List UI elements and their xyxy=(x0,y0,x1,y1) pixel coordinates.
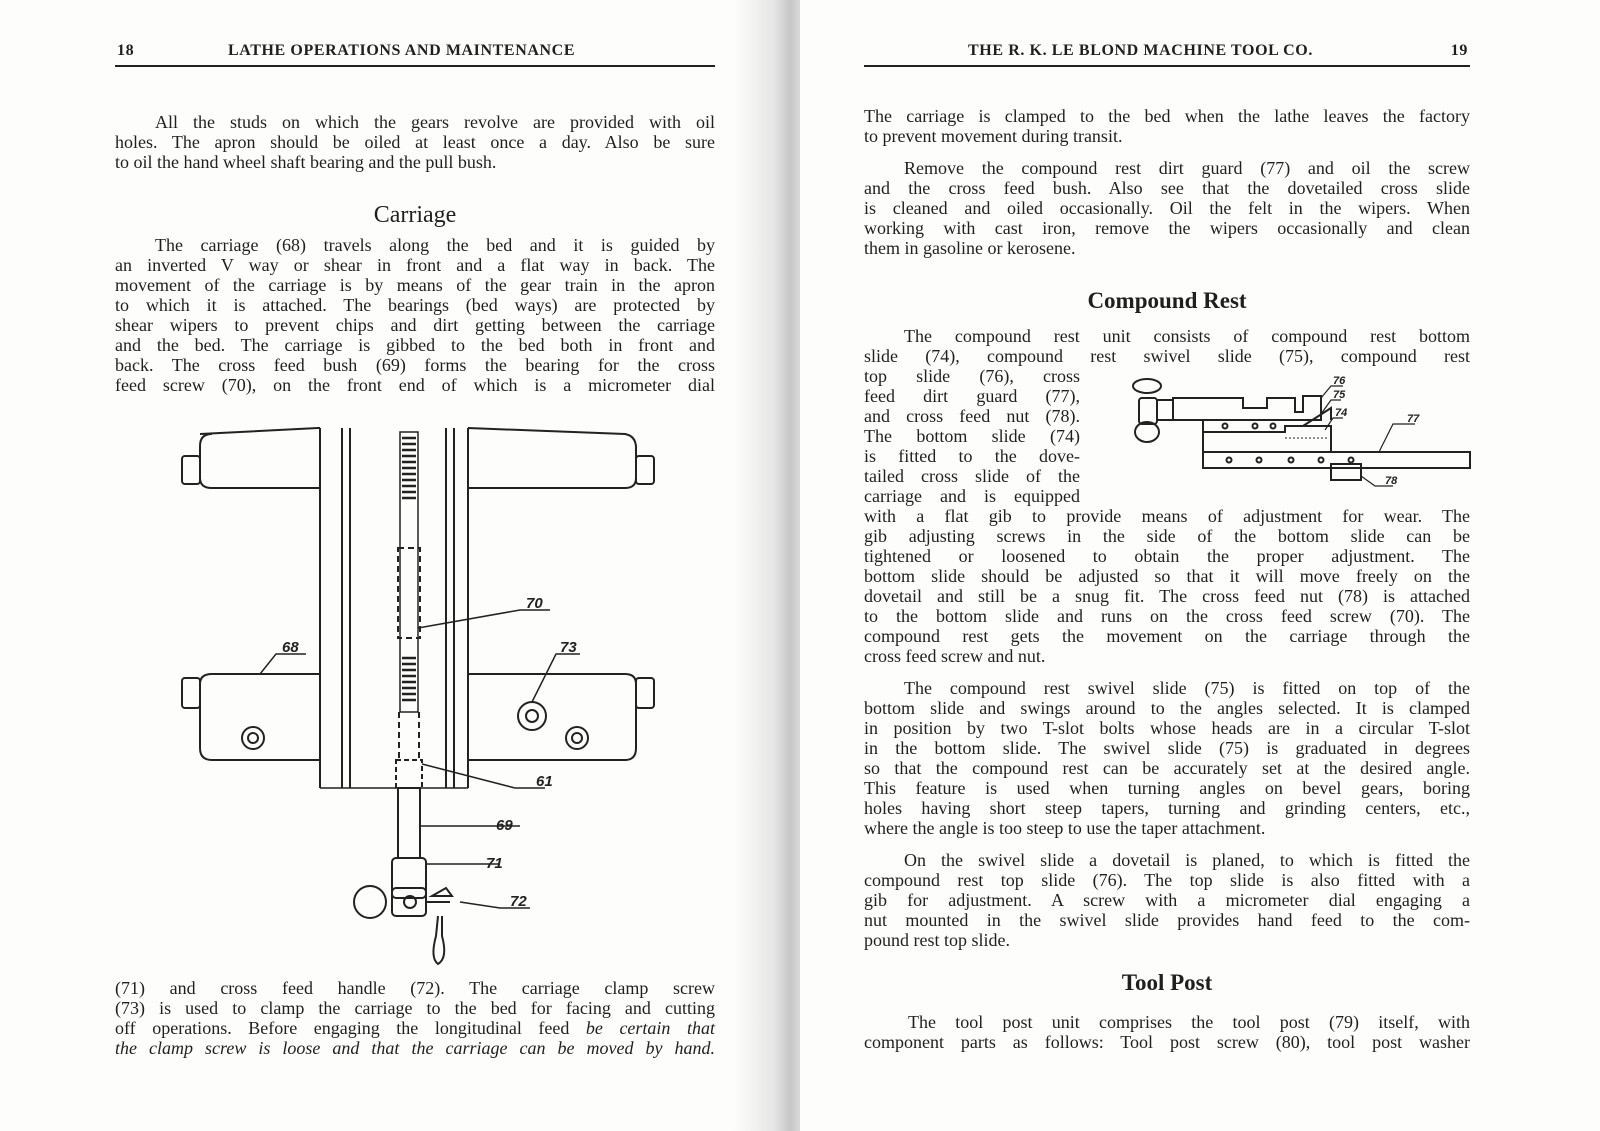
paragraph-swivel-slide xyxy=(864,678,1470,838)
text-line: feed screw (70), on the front end of which is a micrometer dial xyxy=(115,375,715,395)
label-75: 75 xyxy=(1333,389,1346,401)
text-line: compound rest gets the movement on the carriage through the xyxy=(864,626,1470,646)
paragraph-compound-unit-narrow xyxy=(864,366,1080,506)
paragraph-tool-post xyxy=(864,1012,1470,1052)
label-61: 61 xyxy=(536,773,553,790)
right-running-header xyxy=(864,40,1470,67)
label-73: 73 xyxy=(560,639,577,656)
text-line: and the bed. The carriage is gibbed to the bed both in front and xyxy=(115,335,715,355)
text-line: in position by two T-slot bolts whose heads are in a circular T-slot xyxy=(864,718,1470,738)
text-line: and the cross feed bush. Also see that the dovetailed cross slide xyxy=(864,178,1470,198)
text-line: back. The cross feed bush (69) forms the bearing for the cross xyxy=(115,355,715,375)
text-line: holes. The apron should be oiled at least once a day. Also be sure xyxy=(115,132,715,152)
right-page xyxy=(800,0,1600,1131)
text-line: Remove the compound rest dirt guard (77) and oil the screw xyxy=(904,158,1470,178)
text-line: component parts as follows: Tool post screw (80), tool post washer xyxy=(864,1032,1470,1052)
page-number-left: 18 xyxy=(117,42,135,59)
label-77: 77 xyxy=(1407,413,1420,425)
heading-tool-post: Tool Post xyxy=(1121,970,1213,995)
text-line: dovetail and still be a snug fit. The cross feed nut (78) is attached xyxy=(864,586,1470,606)
paragraph-dirt-guard xyxy=(864,158,1470,258)
label-68: 68 xyxy=(282,639,299,656)
left-page xyxy=(0,0,780,1131)
label-78: 78 xyxy=(1385,475,1398,487)
text-line: The tool post unit comprises the tool post (79) itself, with xyxy=(908,1012,1470,1032)
text-line: (71) and cross feed handle (72). The carriage clamp screw xyxy=(115,978,715,998)
text-line: working with cast iron, remove the wipers occasionally and clean xyxy=(864,218,1470,238)
paragraph-clamped-transit xyxy=(864,106,1470,146)
text-line: top slide (76), cross xyxy=(864,366,1080,386)
carriage-figure xyxy=(170,418,670,978)
text-line: nut mounted in the swivel slide provides hand feed to the com- xyxy=(864,910,1470,930)
text-line: them in gasoline or kerosene. xyxy=(864,238,1076,258)
text-line: carriage and is equipped xyxy=(864,486,1080,506)
text-line: gib for adjustment. A screw with a micrometer dial engaging a xyxy=(864,890,1470,910)
paragraph-clamp-screw xyxy=(115,978,715,1058)
text-line: with a flat gib to provide means of adjustment for wear. The xyxy=(864,506,1470,526)
compound-rest-figure xyxy=(1125,368,1475,498)
heading-compound-rest: Compound Rest xyxy=(1087,288,1247,313)
text-line: to which it is attached. The bearings (bed ways) are protected by xyxy=(115,295,715,315)
label-71: 71 xyxy=(486,855,503,872)
paragraph-top-slide xyxy=(864,850,1470,950)
label-72: 72 xyxy=(510,893,527,910)
label-74: 74 xyxy=(1335,407,1348,419)
label-76: 76 xyxy=(1333,375,1346,387)
text-line: The compound rest swivel slide (75) is fitted on top of the xyxy=(904,678,1470,698)
text-line: This feature is used when turning angles on bevel gears, boring xyxy=(864,778,1470,798)
text-line: On the swivel slide a dovetail is planed, to which is fitted the xyxy=(904,850,1470,870)
text-line: holes having short steep tapers, turning and grinding centers, etc., xyxy=(864,798,1470,818)
running-head-left: LATHE OPERATIONS AND MAINTENANCE xyxy=(228,42,576,59)
text-line: cross feed screw and nut. xyxy=(864,646,1046,666)
left-running-header xyxy=(115,40,715,67)
text-fragment: off operations. Before engaging the longitudinal feed xyxy=(115,1018,586,1038)
page-number-right: 19 xyxy=(1450,42,1468,59)
label-70: 70 xyxy=(526,595,543,612)
text-line: in the bottom slide. The swivel slide (75) is graduated in degrees xyxy=(864,738,1470,758)
running-head-right: THE R. K. LE BLOND MACHINE TOOL CO. xyxy=(968,42,1313,59)
text-line: shear wipers to prevent chips and dirt getting between the carriage xyxy=(115,315,715,335)
text-line: The carriage is clamped to the bed when the lathe leaves the factory xyxy=(864,106,1470,126)
text-line: where the angle is too steep to use the taper attachment. xyxy=(864,818,1266,838)
text-line: is cleaned and oiled occasionally. Oil the felt in the wipers. When xyxy=(864,198,1470,218)
text-line: tightened or loosened to obtain the proper adjustment. The xyxy=(864,546,1470,566)
paragraph-compound-unit-rest xyxy=(864,506,1470,666)
text-line: The bottom slide (74) xyxy=(864,426,1080,446)
text-line: is fitted to the dove- xyxy=(864,446,1080,466)
heading-carriage: Carriage xyxy=(373,202,457,228)
italic-fragment: be certain that xyxy=(585,1018,715,1038)
text-line: (73) is used to clamp the carriage to the bed for facing and cutting xyxy=(115,998,715,1018)
text-line: to prevent movement during transit. xyxy=(864,126,1123,146)
text-line: and cross feed nut (78). xyxy=(864,406,1080,426)
paragraph-gears-oiling xyxy=(115,112,715,172)
label-69: 69 xyxy=(496,817,513,834)
text-line: tailed cross slide of the xyxy=(864,466,1080,486)
paragraph-carriage xyxy=(115,235,715,395)
paragraph-compound-unit-top xyxy=(864,326,1470,366)
text-line xyxy=(115,1018,715,1038)
text-line: an inverted V way or shear in front and a flat way in back. The xyxy=(115,255,715,275)
text-line: All the studs on which the gears revolve are provided with oil xyxy=(155,112,715,132)
text-line: The carriage (68) travels along the bed and it is guided by xyxy=(155,235,715,255)
text-line: so that the compound rest can be accurately set at the desired angle. xyxy=(864,758,1470,778)
text-line: to oil the hand wheel shaft bearing and the pull bush. xyxy=(115,152,497,172)
text-line xyxy=(115,1038,715,1058)
text-line: gib adjusting screws in the side of the bottom slide can be xyxy=(864,526,1470,546)
text-line: feed dirt guard (77), xyxy=(864,386,1080,406)
text-line: to the bottom slide and runs on the cross feed screw (70). The xyxy=(864,606,1470,626)
text-line: movement of the carriage is by means of the gear train in the apron xyxy=(115,275,715,295)
text-line: compound rest top slide (76). The top slide is also fitted with a xyxy=(864,870,1470,890)
text-line: bottom slide should be adjusted so that it will move freely on the xyxy=(864,566,1470,586)
italic-fragment: the clamp screw is loose and that the carriage can be moved by hand. xyxy=(115,1038,715,1058)
text-line: The compound rest unit consists of compound rest bottom xyxy=(904,326,1470,346)
text-line: pound rest top slide. xyxy=(864,930,1010,950)
text-line: slide (74), compound rest swivel slide (75), compound rest xyxy=(864,346,1470,366)
text-line: bottom slide and swings around to the angles selected. It is clamped xyxy=(864,698,1470,718)
